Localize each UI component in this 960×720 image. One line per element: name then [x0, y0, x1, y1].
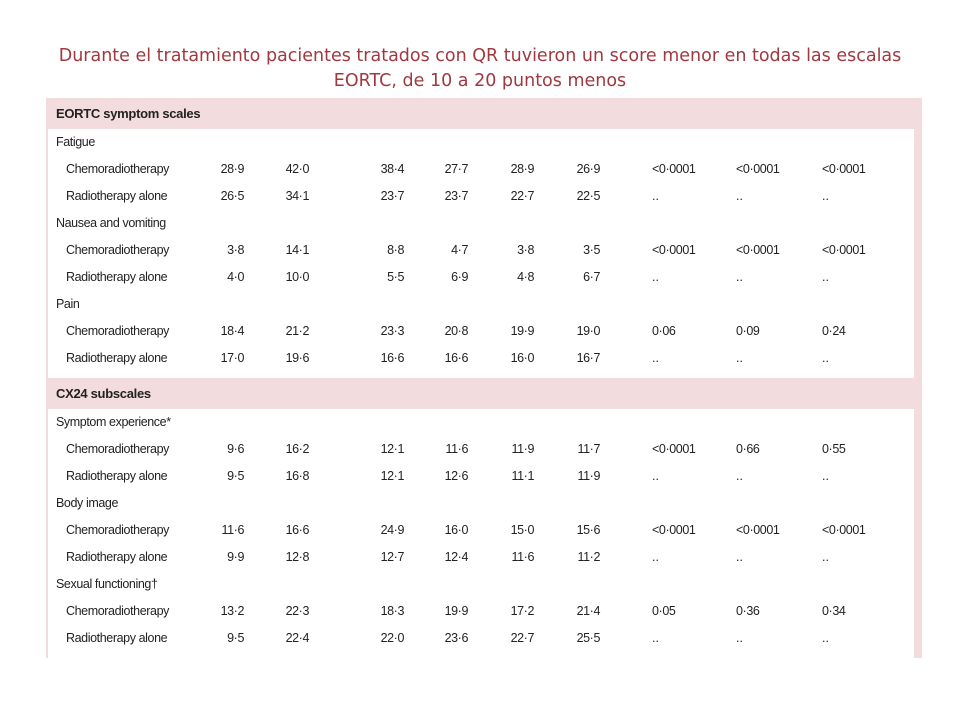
- value-cell: 9·5: [227, 631, 244, 645]
- p-value-cell: 0·06: [652, 324, 676, 338]
- value-cell: 11·1: [511, 469, 534, 483]
- table-row: [48, 318, 914, 345]
- p-value-cell: 0·09: [736, 324, 760, 338]
- value-cell: 22·5: [576, 189, 600, 203]
- value-cell: 19·0: [576, 324, 600, 338]
- p-value-cell: 0·55: [822, 442, 846, 456]
- p-value-cell: ..: [822, 270, 829, 284]
- row-label: Chemoradiotherapy: [66, 162, 169, 176]
- value-cell: 28·9: [220, 162, 244, 176]
- row-label: Radiotherapy alone: [66, 469, 168, 483]
- value-cell: 14·1: [285, 243, 309, 257]
- value-cell: 24·9: [380, 523, 404, 537]
- p-value-cell: ..: [736, 270, 743, 284]
- value-cell: 3·8: [517, 243, 534, 257]
- value-cell: 23·7: [444, 189, 468, 203]
- value-cell: 10·0: [285, 270, 309, 284]
- p-value-cell: <0·0001: [652, 243, 696, 257]
- value-cell: 27·7: [444, 162, 468, 176]
- p-value-cell: ..: [822, 550, 829, 564]
- value-cell: 3·8: [227, 243, 244, 257]
- value-cell: 16·6: [444, 351, 468, 365]
- group-row: [48, 571, 914, 598]
- p-value-cell: ..: [822, 351, 829, 365]
- group-row: [48, 210, 914, 237]
- value-cell: 12·6: [444, 469, 468, 483]
- value-cell: 18·4: [220, 324, 244, 338]
- group-label: Nausea and vomiting: [56, 216, 166, 230]
- value-cell: 6·7: [583, 270, 600, 284]
- value-cell: 17·2: [510, 604, 534, 618]
- value-cell: 4·0: [227, 270, 244, 284]
- p-value-cell: ..: [736, 550, 743, 564]
- row-label: Chemoradiotherapy: [66, 243, 169, 257]
- value-cell: 11·6: [511, 550, 534, 564]
- value-cell: 16·0: [510, 351, 534, 365]
- value-cell: 12·1: [380, 442, 404, 456]
- value-cell: 22·7: [510, 189, 534, 203]
- value-cell: 11·2: [577, 550, 600, 564]
- group-label: Symptom experience*: [56, 415, 171, 429]
- group-row: [48, 409, 914, 436]
- table-row: [48, 156, 914, 183]
- value-cell: 23·6: [444, 631, 468, 645]
- value-cell: 9·6: [227, 442, 244, 456]
- value-cell: 34·1: [285, 189, 309, 203]
- value-cell: 22·7: [510, 631, 534, 645]
- value-cell: 9·9: [227, 550, 244, 564]
- value-cell: 26·9: [576, 162, 600, 176]
- value-cell: 13·2: [220, 604, 244, 618]
- value-cell: 12·8: [285, 550, 309, 564]
- p-value-cell: <0·0001: [822, 162, 866, 176]
- value-cell: 21·4: [576, 604, 600, 618]
- value-cell: 11·9: [511, 442, 534, 456]
- slide-title: Durante el tratamiento pacientes tratados con QR tuvieron un score menor en todas las escalas EORTC, de 10 a 20 puntos menos: [58, 46, 902, 91]
- results-table-body: [48, 98, 920, 658]
- value-cell: 21·2: [285, 324, 309, 338]
- value-cell: 16·6: [285, 523, 309, 537]
- value-cell: 26·5: [220, 189, 244, 203]
- section-body: [48, 409, 914, 658]
- value-cell: 9·5: [227, 469, 244, 483]
- value-cell: 42·0: [285, 162, 309, 176]
- p-value-cell: <0·0001: [736, 162, 780, 176]
- table-row: [48, 183, 914, 210]
- p-value-cell: <0·0001: [652, 523, 696, 537]
- row-label: Radiotherapy alone: [66, 189, 168, 203]
- p-value-cell: ..: [652, 270, 659, 284]
- p-value-cell: 0·34: [822, 604, 846, 618]
- value-cell: 11·7: [577, 442, 600, 456]
- table-row: [48, 625, 914, 652]
- section-header: EORTC symptom scales: [48, 98, 920, 129]
- group-label: Pain: [56, 297, 80, 311]
- value-cell: 20·8: [444, 324, 468, 338]
- table-row: [48, 264, 914, 291]
- p-value-cell: ..: [652, 550, 659, 564]
- row-label: Chemoradiotherapy: [66, 604, 169, 618]
- p-value-cell: ..: [736, 469, 743, 483]
- table-row: [48, 237, 914, 264]
- value-cell: 22·3: [285, 604, 309, 618]
- p-value-cell: 0·36: [736, 604, 760, 618]
- section-header: CX24 subscales: [48, 378, 920, 409]
- value-cell: 28·9: [510, 162, 534, 176]
- p-value-cell: 0·66: [736, 442, 760, 456]
- value-cell: 18·3: [380, 604, 404, 618]
- value-cell: 12·7: [380, 550, 404, 564]
- row-label: Radiotherapy alone: [66, 550, 168, 564]
- value-cell: 16·0: [444, 523, 468, 537]
- p-value-cell: ..: [736, 351, 743, 365]
- results-table: [46, 98, 922, 658]
- value-cell: 23·7: [380, 189, 404, 203]
- table-row: [48, 517, 914, 544]
- p-value-cell: ..: [822, 631, 829, 645]
- group-row: [48, 291, 914, 318]
- p-value-cell: ..: [652, 351, 659, 365]
- value-cell: 11·9: [577, 469, 600, 483]
- table-row: [48, 345, 914, 372]
- group-label: Body image: [56, 496, 119, 510]
- value-cell: 11·6: [445, 442, 468, 456]
- group-row: [48, 129, 914, 156]
- p-value-cell: <0·0001: [822, 523, 866, 537]
- p-value-cell: <0·0001: [736, 243, 780, 257]
- value-cell: 11·6: [221, 523, 244, 537]
- p-value-cell: <0·0001: [736, 523, 780, 537]
- value-cell: 22·0: [380, 631, 404, 645]
- group-label: Fatigue: [56, 135, 95, 149]
- value-cell: 17·0: [220, 351, 244, 365]
- row-label: Radiotherapy alone: [66, 351, 168, 365]
- value-cell: 16·7: [576, 351, 600, 365]
- section-body: [48, 129, 914, 378]
- group-row: [48, 490, 914, 517]
- p-value-cell: 0·05: [652, 604, 676, 618]
- p-value-cell: ..: [652, 189, 659, 203]
- p-value-cell: ..: [736, 631, 743, 645]
- table-row: [48, 463, 914, 490]
- p-value-cell: <0·0001: [652, 162, 696, 176]
- p-value-cell: 0·24: [822, 324, 846, 338]
- row-label: Radiotherapy alone: [66, 270, 168, 284]
- value-cell: 22·4: [285, 631, 309, 645]
- row-label: Chemoradiotherapy: [66, 442, 169, 456]
- value-cell: 38·4: [380, 162, 404, 176]
- value-cell: 15·6: [576, 523, 600, 537]
- p-value-cell: ..: [652, 469, 659, 483]
- value-cell: 25·5: [576, 631, 600, 645]
- value-cell: 6·9: [451, 270, 468, 284]
- row-label: Radiotherapy alone: [66, 631, 168, 645]
- row-label: Chemoradiotherapy: [66, 324, 169, 338]
- table-row: [48, 598, 914, 625]
- table-row: [48, 436, 914, 463]
- value-cell: 23·3: [380, 324, 404, 338]
- value-cell: 19·9: [444, 604, 468, 618]
- value-cell: 8·8: [387, 243, 404, 257]
- p-value-cell: <0·0001: [652, 442, 696, 456]
- value-cell: 19·9: [510, 324, 534, 338]
- value-cell: 12·1: [380, 469, 404, 483]
- value-cell: 12·4: [444, 550, 468, 564]
- value-cell: 16·2: [285, 442, 309, 456]
- value-cell: 19·6: [285, 351, 309, 365]
- p-value-cell: ..: [822, 189, 829, 203]
- value-cell: 3·5: [583, 243, 600, 257]
- value-cell: 16·8: [285, 469, 309, 483]
- group-label: Sexual functioning†: [56, 577, 158, 591]
- value-cell: 4·7: [451, 243, 468, 257]
- table-row: [48, 544, 914, 571]
- p-value-cell: ..: [652, 631, 659, 645]
- value-cell: 16·6: [380, 351, 404, 365]
- p-value-cell: ..: [822, 469, 829, 483]
- value-cell: 5·5: [387, 270, 404, 284]
- row-label: Chemoradiotherapy: [66, 523, 169, 537]
- value-cell: 15·0: [510, 523, 534, 537]
- p-value-cell: <0·0001: [822, 243, 866, 257]
- p-value-cell: ..: [736, 189, 743, 203]
- value-cell: 4·8: [517, 270, 534, 284]
